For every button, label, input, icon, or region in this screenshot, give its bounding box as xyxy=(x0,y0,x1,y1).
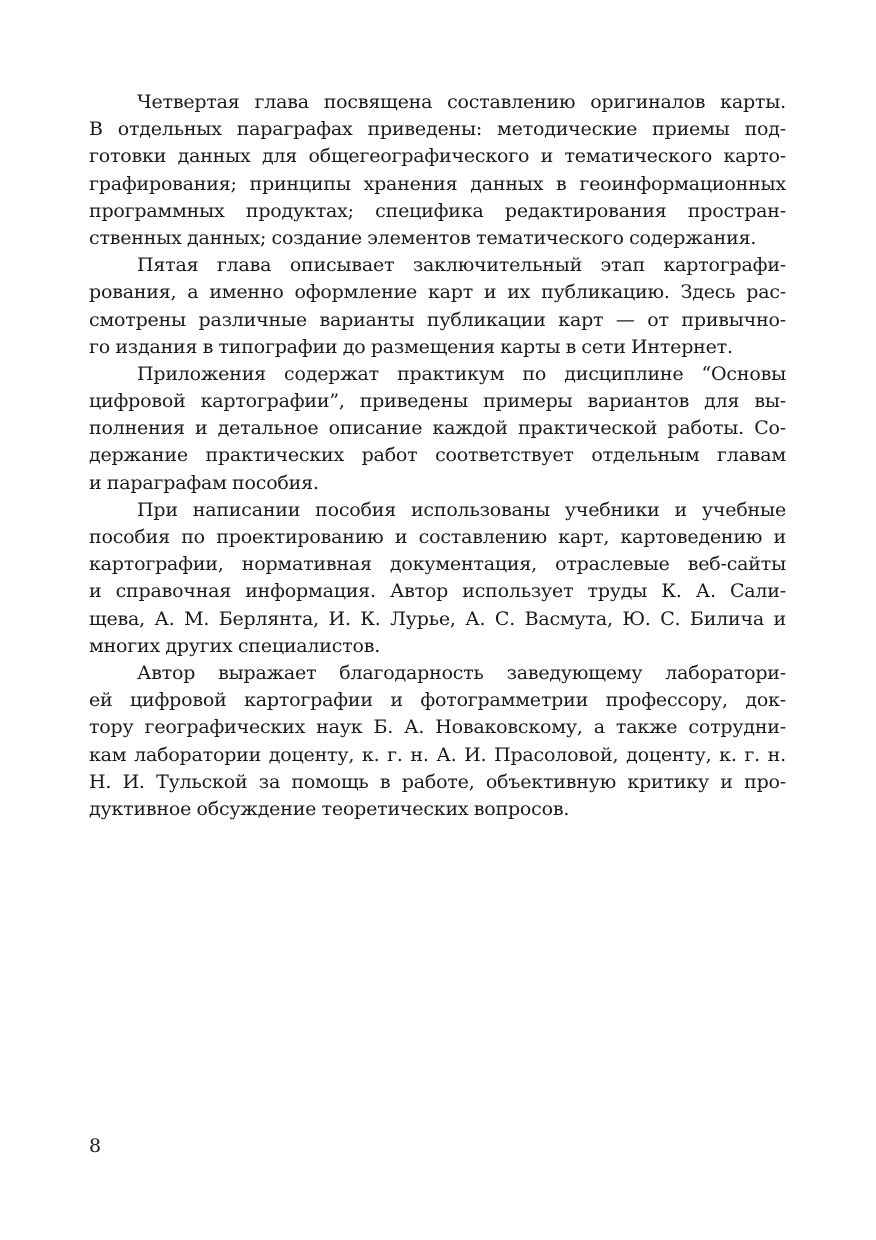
text-line: Приложения содержат практикум по дисциплине “Основы xyxy=(137,362,786,385)
text-line: программных продуктах; специфика редактирования простран- xyxy=(89,199,786,222)
text-line: картографии, нормативная документация, отраслевые веб-сайты xyxy=(89,553,786,576)
text-line: и параграфам пособия. xyxy=(89,471,319,494)
text-line: щева, А. М. Берлянта, И. К. Лурье, А. С. Васмута, Ю. С. Билича и xyxy=(89,607,786,630)
text-line: графирования; принципы хранения данных в геоинформационных xyxy=(89,172,786,195)
paragraph-sources xyxy=(89,497,786,660)
text-line: дуктивное обсуждение теоретических вопросов. xyxy=(89,797,570,820)
text-line: и справочная информация. Автор использует труды К. А. Сали- xyxy=(89,580,786,603)
paragraph-acknowledgements xyxy=(89,660,786,823)
text-line: ей цифровой картографии и фотограмметрии профессору, док- xyxy=(89,689,786,712)
paragraph-chapter-five xyxy=(89,252,786,361)
paragraph-chapter-four xyxy=(89,89,786,252)
text-line: При написании пособия использованы учебники и учебные xyxy=(137,498,786,521)
text-line: рования, а именно оформление карт и их публикацию. Здесь рас- xyxy=(89,281,786,304)
text-line: Пятая глава описывает заключительный этап картографи- xyxy=(137,254,786,277)
text-line: кам лаборатории доценту, к. г. н. А. И. Прасоловой, доценту, к. г. н. xyxy=(89,743,786,766)
text-line: Автор выражает благодарность заведующему лаборатори- xyxy=(137,661,786,684)
text-line: Четвертая глава посвящена составлению оригиналов карты. xyxy=(137,91,786,113)
text-line: ственных данных; создание элементов тематического содержания. xyxy=(89,226,757,249)
page-number: 8 xyxy=(89,1135,102,1157)
text-line: многих других специалистов. xyxy=(89,634,381,657)
text-line: полнения и детальное описание каждой практической работы. Со- xyxy=(89,417,786,440)
text-line: готовки данных для общегеографического и тематического карто- xyxy=(89,145,786,168)
text-line: смотрены различные варианты публикации карт — от привычно- xyxy=(89,308,786,331)
text-line: В отдельных параграфах приведены: методические приемы под- xyxy=(89,118,786,141)
text-line: тору географических наук Б. А. Новаковскому, а также сотрудни- xyxy=(89,716,786,739)
text-line: цифровой картографии”, приведены примеры вариантов для вы- xyxy=(89,390,786,413)
text-line: пособия по проектированию и составлению карт, картоведению и xyxy=(89,526,786,548)
page-body xyxy=(89,89,786,823)
text-line: держание практических работ соответствует отдельным главам xyxy=(89,444,786,467)
paragraph-appendices xyxy=(89,361,786,497)
text-line: Н. И. Тульской за помощь в работе, объективную критику и про- xyxy=(89,770,786,793)
text-line: го издания в типографии до размещения карты в сети Интернет. xyxy=(89,335,733,358)
